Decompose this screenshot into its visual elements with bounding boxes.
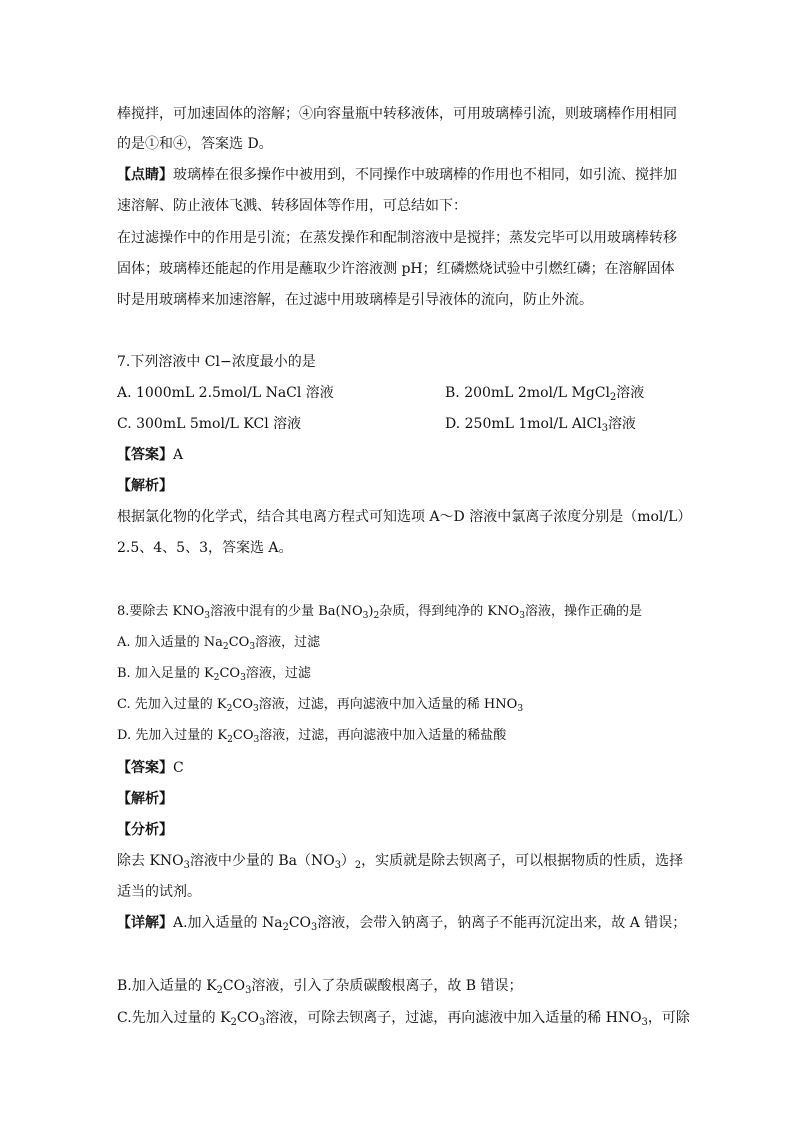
dianjing-label: 【点睛】 — [117, 167, 173, 183]
q6-dianjing-line-3: 在过滤操作中的作用是引流；在蒸发操作和配制溶液中是搅拌；蒸发完毕可以用玻璃棒转移 — [117, 230, 677, 246]
q8-fenxi-label: 【分析】 — [117, 822, 173, 838]
q8-option-a: A. 加入适量的 $Na_2CO_3$溶液，过滤 — [117, 635, 321, 652]
q8-xiangjie-c: C.先加入过量的 $K_2CO_3$溶液，可除去钡离子，过滤，再向滤液中加入适量的稀 $HNO_3$，可除 — [117, 1010, 690, 1028]
q8-option-c: C. 先加入过量的 $K_2CO_3$溶液，过滤，再向滤液中加入适量的稀 $HNO_3$ — [117, 697, 524, 714]
q8-option-b: B. 加入足量的 $K_2CO_3$溶液，过滤 — [117, 666, 311, 683]
q7-option-a: A. 1000mL 2.5mol/L NaCl 溶液 — [117, 385, 334, 401]
q8-option-d: D. 先加入过量的 $K_2CO_3$溶液，过滤，再向滤液中加入适量的稀盐酸 — [117, 728, 507, 745]
q6-dianjing-line-4: 固体；玻璃棒还能起的作用是蘸取少许溶液测 pH；红磷燃烧试验中引燃红磷；在溶解固体 — [117, 261, 675, 277]
xiangjie-label: 【详解】 — [117, 915, 173, 931]
q7-option-c: C. 300mL 5mol/L KCl 溶液 — [117, 416, 302, 432]
q7-option-d: D. 250mL 1mol/L AlCl$_3$溶液 — [445, 416, 636, 434]
answer-label: 【答案】 — [117, 447, 173, 463]
q7-answer: 【答案】A — [117, 447, 184, 463]
q6-text-line-1: 棒搅拌，可加速固体的溶解；④向容量瓶中转移液体，可用玻璃棒引流，则玻璃棒作用相同 — [117, 106, 677, 122]
q7-stem: 7.下列溶液中 Cl−浓度最小的是 — [117, 354, 316, 370]
q6-text-line-2: 的是①和④，答案选 D。 — [117, 136, 273, 152]
q8-answer: 【答案】C — [117, 760, 184, 776]
q8-fenxi-line-1: 除去 $KNO_3$溶液中少量的 $Ba(NO_3)_2$，实质就是除去钡离子，可以根据物质的性质，选择 — [117, 853, 684, 871]
q6-dianjing-line-2: 速溶解、防止液体飞溅、转移固体等作用，可总结如下： — [117, 198, 467, 214]
q7-analysis-line-2: 2.5、4、5、3，答案选 A。 — [117, 540, 293, 556]
q8-fenxi-line-2: 适当的试剂。 — [117, 884, 201, 900]
q8-analysis-label: 【解析】 — [117, 791, 173, 807]
q8-xiangjie-a: 【详解】A.加入适量的 $Na_2CO_3$溶液，会带入钠离子，钠离子不能再沉淀出来，故 A 错误； — [117, 915, 687, 933]
q8-xiangjie-b: B.加入适量的 $K_2CO_3$溶液，引入了杂质碳酸根离子，故 B 错误； — [117, 978, 523, 996]
q6-dianjing-line-1: 【点睛】玻璃棒在很多操作中被用到，不同操作中玻璃棒的作用也不相同，如引流、搅拌加 — [117, 167, 677, 183]
q6-dianjing-line-5: 时是用玻璃棒来加速溶解，在过滤中用玻璃棒是引导液体的流向，防止外流。 — [117, 292, 593, 308]
answer-label: 【答案】 — [117, 760, 173, 776]
q7-option-b: B. 200mL 2mol/L MgCl$_2$溶液 — [445, 385, 645, 403]
q7-analysis-line-1: 根据氯化物的化学式，结合其电离方程式可知选项 A～D 溶液中氯离子浓度分别是（mol/L） — [117, 509, 692, 525]
q8-stem: 8.要除去 $KNO_3$溶液中混有的少量 $Ba(NO_3)_2$杂质，得到纯净的 $KNO_3$溶液，操作正确的是 — [117, 604, 642, 621]
q7-analysis-label: 【解析】 — [117, 478, 173, 494]
